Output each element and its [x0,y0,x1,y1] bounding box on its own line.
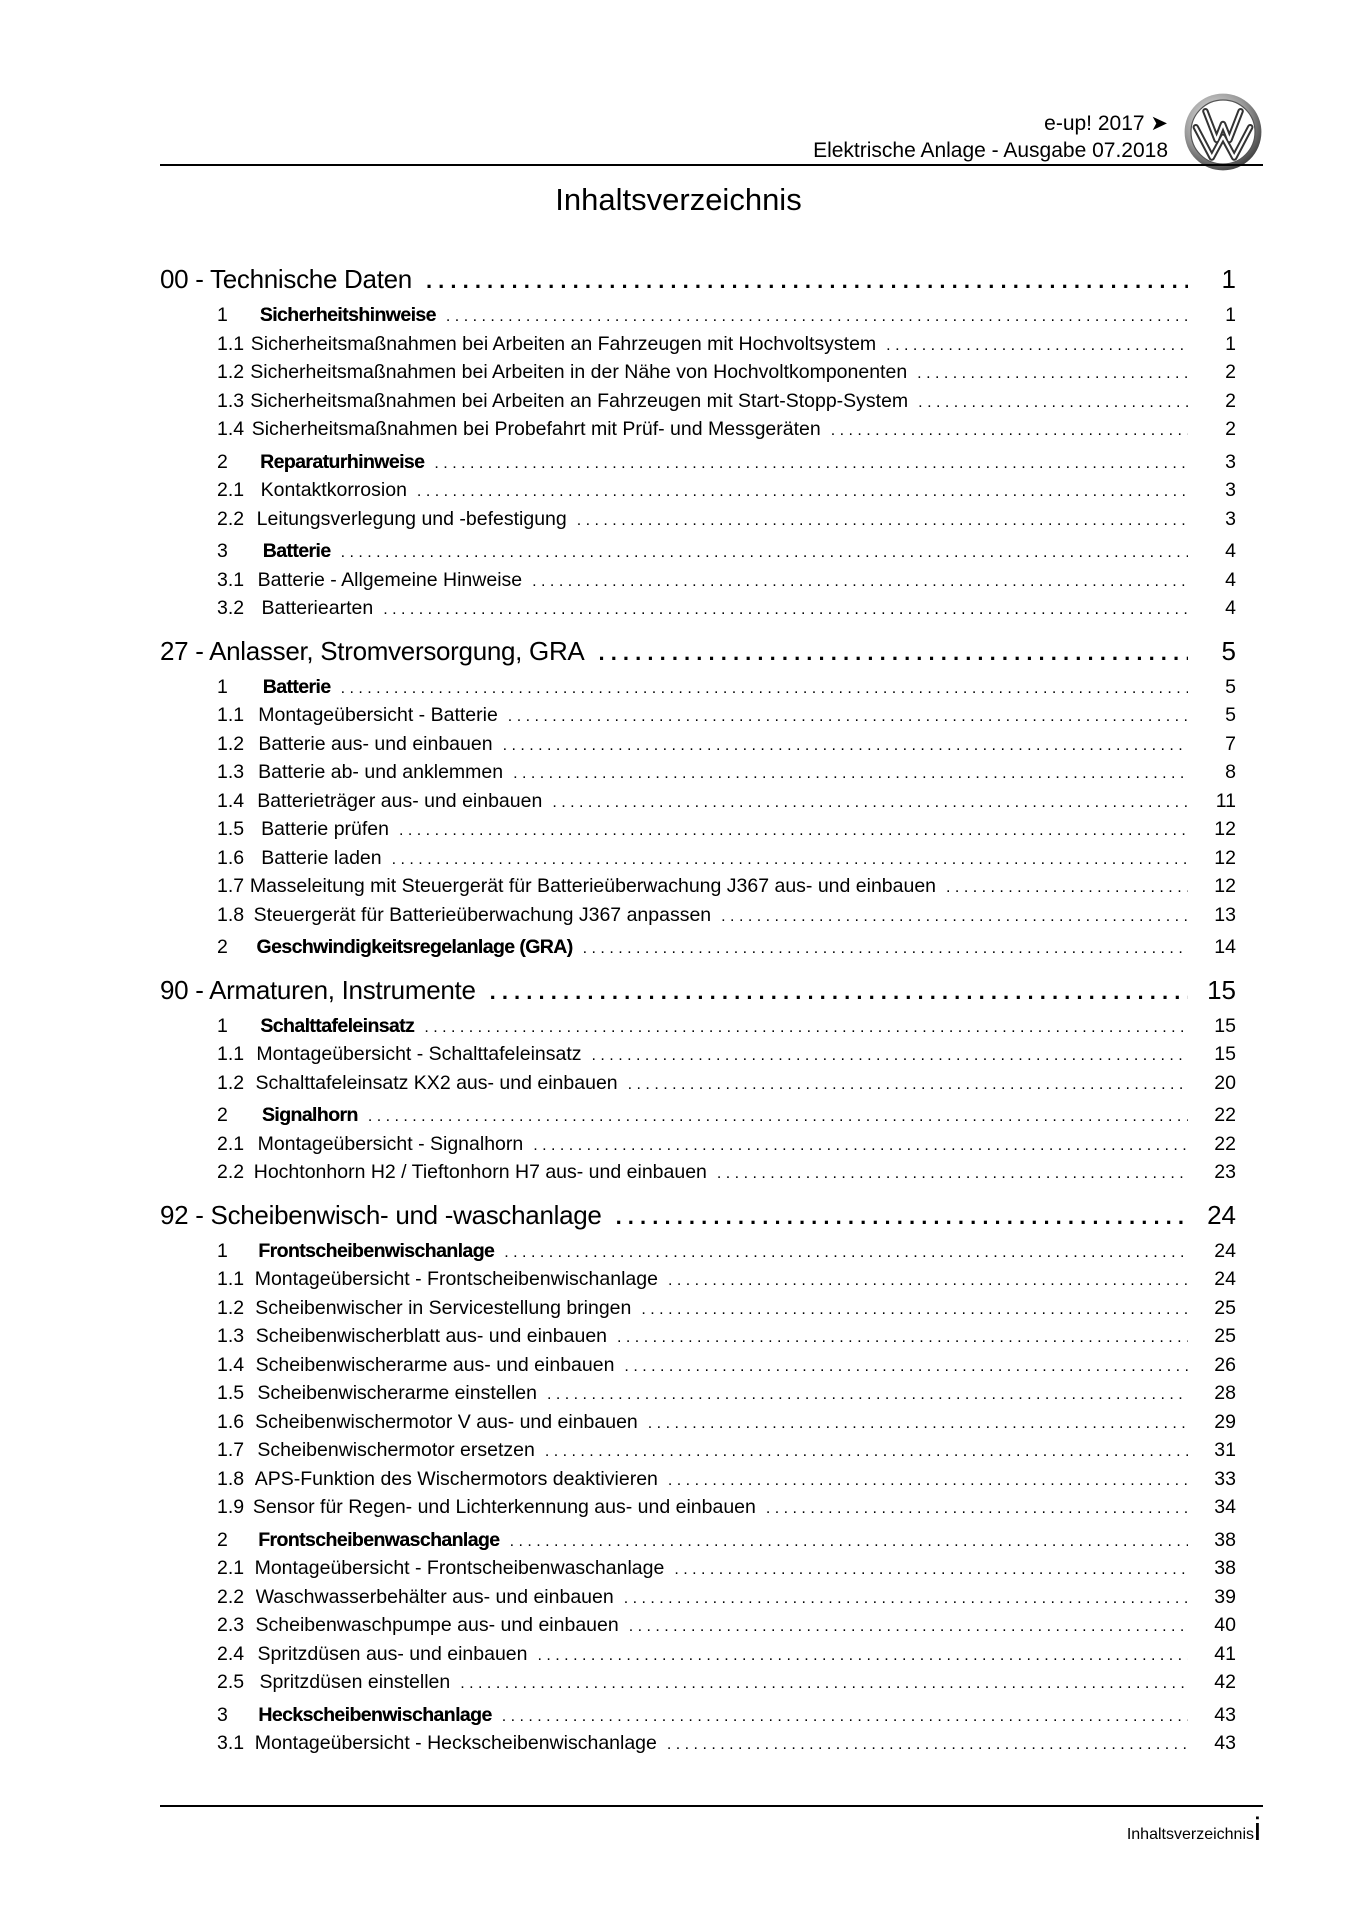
toc-entry-page: 23 [1214,1161,1236,1183]
toc-entry-page: 2 [1225,361,1236,383]
toc-entry-page: 22 [1214,1132,1236,1155]
toc-entry-number: 3 [217,540,228,562]
table-of-contents [160,264,1236,1761]
toc-entry-number: 1.2 [217,1071,245,1094]
leader-dots [658,1472,1188,1490]
leader-dots [664,1561,1188,1579]
toc-entry-number: 1.2 [217,1296,245,1319]
toc-chapter-page: 5 [1221,635,1236,666]
toc-entry-label: Sensor für Regen- und Lichterkennung aus- und einbauen [252,1496,756,1518]
toc-entry-label: Scheibenwischermotor ersetzen [257,1439,535,1461]
toc-entry[interactable] [160,790,1236,819]
vw-logo-icon [1183,92,1263,172]
toc-entry-page: 34 [1214,1496,1236,1518]
toc-entry-page: 3 [1225,450,1236,473]
toc-entry-page: 1 [1225,332,1236,355]
toc-entry[interactable] [160,1496,1236,1525]
toc-entry-page: 13 [1214,903,1236,926]
toc-entry-number: 2.1 [217,1132,245,1155]
leader-dots [907,365,1188,383]
toc-chapter-section [160,975,1236,1190]
leader-dots [821,422,1188,440]
toc-entry[interactable] [160,1354,1236,1383]
toc-entry-label: Scheibenwaschpumpe aus- und einbauen [255,1614,619,1636]
toc-entry-number: 2.3 [217,1614,245,1636]
toc-entry-page: 43 [1214,1703,1236,1726]
toc-entry-label: Spritzdüsen aus- und einbauen [257,1642,528,1665]
toc-entry-number: 1.1 [217,332,245,355]
leader-dots [494,1244,1188,1262]
toc-entry-page: 41 [1214,1642,1236,1665]
toc-entry-number: 2 [217,1528,228,1551]
toc-entry-number: 1.3 [217,761,245,783]
leader-dots [382,851,1188,869]
leader-dots [500,1533,1188,1551]
toc-entry[interactable] [160,1133,1236,1162]
toc-chapter-page: 15 [1207,974,1236,1005]
toc-entry-page: 39 [1214,1585,1236,1608]
toc-entry-label: Batterie [262,675,331,698]
toc-entry[interactable] [160,390,1236,419]
toc-entry-label: Spritzdüsen einstellen [259,1671,451,1693]
leader-dots [389,822,1188,840]
leader-dots [618,1076,1188,1094]
toc-entry-number: 1 [217,1014,228,1037]
leader-dots [908,394,1188,412]
toc-entry-page: 2 [1225,418,1236,440]
toc-entry-label: Batterieträger aus- und einbauen [257,789,543,812]
toc-entry-number: 2 [217,450,228,473]
toc-entry[interactable] [160,1161,1236,1190]
toc-entry-label: Steuergerät für Batterieüberwachung J367 anpassen [253,903,712,926]
leader-dots [424,455,1188,473]
toc-entry[interactable] [160,1072,1236,1101]
toc-entry-number: 1.7 [217,875,245,897]
toc-entry-label: Sicherheitsmaßnahmen bei Arbeiten an Fahrzeugen mit Hochvoltsystem [250,332,877,355]
leader-dots [476,979,1188,1005]
toc-entry-label: Scheibenwischerarme aus- und einbauen [255,1353,615,1376]
toc-entry-number: 3.1 [217,568,245,591]
leader-dots [658,1272,1188,1290]
leader-dots [492,1708,1188,1726]
toc-entry-number: 2.2 [217,507,245,530]
toc-entry[interactable] [160,1468,1236,1497]
leader-dots [414,1019,1188,1037]
toc-entry-label: Sicherheitsmaßnahmen bei Probefahrt mit Prüf- und Messgeräten [251,418,821,440]
leader-dots [528,1647,1189,1665]
toc-entry-page: 31 [1214,1439,1236,1461]
toc-entry-number: 1.4 [217,418,245,440]
toc-entry-page: 38 [1214,1557,1236,1579]
toc-entry-number: 1.1 [217,1043,245,1065]
toc-entry-number: 2 [217,936,228,958]
toc-entry-label: Montageübersicht - Batterie [258,704,498,726]
toc-entry-page: 15 [1214,1014,1236,1037]
toc-section-entry[interactable] [160,304,1236,333]
toc-entry-number: 1.4 [217,789,245,812]
toc-entry-label: Batterie ab- und anklemmen [258,761,504,783]
toc-entry[interactable] [160,1614,1236,1643]
toc-entry-page: 14 [1214,936,1236,958]
toc-entry-page: 12 [1214,875,1236,897]
toc-entry-label: Batterie [262,540,331,562]
leader-dots [331,544,1188,562]
leader-dots [711,908,1188,926]
toc-entry-label: Scheibenwischermotor V aus- und einbauen [255,1410,638,1433]
toc-entry-page: 4 [1225,597,1236,619]
leader-dots [358,1108,1188,1126]
toc-chapter[interactable] [160,1200,1236,1240]
toc-entry[interactable] [160,569,1236,598]
header-rule [160,164,1263,166]
toc-section-entry[interactable] [160,1704,1236,1733]
toc-entry-page: 8 [1225,761,1236,783]
toc-entry[interactable] [160,904,1236,933]
leader-dots [602,1204,1188,1230]
toc-entry-label: Batterie - Allgemeine Hinweise [257,568,523,591]
toc-entry-page: 12 [1214,818,1236,840]
toc-entry-number: 1.5 [217,1382,245,1404]
toc-entry-page: 7 [1225,732,1236,755]
toc-entry-number: 1.2 [217,732,245,755]
toc-entry[interactable] [160,761,1236,790]
toc-entry-page: 12 [1214,846,1236,869]
toc-section-entry[interactable] [160,1015,1236,1044]
header-text [813,110,1168,164]
toc-entry-number: 1 [217,1239,228,1262]
toc-entry[interactable] [160,1043,1236,1072]
toc-entry[interactable] [160,508,1236,537]
toc-entry[interactable] [160,1643,1236,1672]
toc-entry[interactable] [160,1382,1236,1411]
leader-dots [331,680,1188,698]
toc-entry[interactable] [160,1671,1236,1700]
leader-dots [876,337,1188,355]
toc-entry-number: 1 [217,675,228,698]
leader-dots [756,1500,1188,1518]
toc-entry-page: 42 [1214,1671,1236,1693]
toc-entry-label: Batterie aus- und einbauen [258,732,493,755]
toc-entry[interactable] [160,597,1236,626]
toc-entry-label: Montageübersicht - Frontscheibenwaschanlage [254,1557,665,1579]
leader-dots [537,1386,1188,1404]
leader-dots [522,573,1188,591]
toc-entry[interactable] [160,818,1236,847]
toc-chapter-section [160,1200,1236,1761]
toc-entry[interactable] [160,875,1236,904]
leader-dots [498,708,1188,726]
toc-entry-label: Montageübersicht - Heckscheibenwischanlage [254,1732,657,1754]
toc-entry[interactable] [160,1268,1236,1297]
page-header [160,100,1263,166]
toc-entry-page: 24 [1214,1268,1236,1290]
toc-entry-page: 5 [1225,675,1236,698]
toc-chapter-section [160,264,1236,626]
toc-entry-number: 2.2 [217,1161,245,1183]
toc-entry-number: 3.1 [217,1732,245,1754]
leader-dots [573,940,1188,958]
toc-entry[interactable] [160,1325,1236,1354]
toc-entry[interactable] [160,1557,1236,1586]
toc-entry-label: Batterie laden [261,846,382,869]
toc-entry-number: 2.4 [217,1642,245,1665]
header-subtitle: Elektrische Anlage - Ausgabe 07.2018 [813,139,1168,162]
toc-entry-number: 2.1 [217,1557,245,1579]
toc-entry[interactable] [160,1439,1236,1468]
toc-entry-label: Sicherheitsmaßnahmen bei Arbeiten an Fahrzeugen mit Start-Stopp-System [250,389,909,412]
toc-entry-page: 33 [1214,1467,1236,1490]
toc-entry-number: 3 [217,1703,228,1726]
toc-chapter-label: 00 - Technische Daten [160,264,412,294]
toc-entry[interactable] [160,1732,1236,1761]
toc-entry-label: Sicherheitshinweise [259,304,436,326]
toc-entry-number: 1.1 [217,1268,245,1290]
toc-entry-page: 1 [1225,304,1236,326]
toc-section-entry[interactable] [160,1240,1236,1269]
toc-entry-page: 3 [1225,479,1236,501]
leader-dots [503,765,1188,783]
footer-page-number: i [1253,1811,1261,1847]
toc-entry-page: 43 [1214,1732,1236,1754]
toc-entry-page: 25 [1214,1325,1236,1347]
toc-entry-number: 2.2 [217,1585,245,1608]
toc-entry-label: Waschwasserbehälter aus- und einbauen [255,1585,614,1608]
leader-dots [582,1047,1188,1065]
toc-section-entry[interactable] [160,1529,1236,1558]
leader-dots [619,1618,1188,1636]
toc-entry-page: 29 [1214,1410,1236,1433]
toc-chapter[interactable] [160,264,1236,304]
leader-dots [523,1137,1188,1155]
toc-entry-page: 25 [1214,1296,1236,1319]
leader-dots [607,1329,1188,1347]
toc-entry-label: Geschwindigkeitsregelanlage (GRA) [256,936,573,958]
toc-chapter-label: 92 - Scheibenwisch- und -waschanlage [160,1199,602,1230]
toc-entry-label: Batterie prüfen [261,818,389,840]
leader-dots [584,640,1188,666]
leader-dots [614,1590,1188,1608]
leader-dots [407,483,1188,501]
toc-entry-number: 2.1 [217,479,245,501]
leader-dots [373,601,1188,619]
toc-entry-label: Hochtonhorn H2 / Tieftonhorn H7 aus- und einbauen [253,1161,707,1183]
toc-entry-label: Kontaktkorrosion [260,479,407,501]
footer-label: Inhaltsverzeichnis [1126,1826,1254,1843]
leader-dots [936,879,1188,897]
toc-entry-label: Leitungsverlegung und -befestigung [256,507,567,530]
toc-entry-label: Sicherheitsmaßnahmen bei Arbeiten in der Nähe von Hochvoltkomponenten [250,361,908,383]
toc-entry-number: 3.2 [217,597,245,619]
toc-entry-label: Scheibenwischer in Servicestellung bringen [255,1296,632,1319]
toc-entry-number: 2 [217,1104,228,1126]
footer-rule [160,1805,1263,1807]
toc-entry[interactable] [160,479,1236,508]
toc-entry-page: 11 [1215,789,1236,812]
toc-entry-page: 24 [1214,1239,1236,1262]
toc-section-entry[interactable] [160,936,1236,965]
leader-dots [631,1301,1188,1319]
toc-entry-label: APS-Funktion des Wischermotors deaktivieren [254,1467,658,1490]
toc-entry-label: Scheibenwischerblatt aus- und einbauen [255,1325,608,1347]
toc-section-entry[interactable] [160,540,1236,569]
toc-entry-number: 2.5 [217,1671,245,1693]
toc-entry[interactable] [160,733,1236,762]
toc-chapter[interactable] [160,975,1236,1015]
toc-chapter-page: 24 [1207,1199,1236,1230]
leader-dots [493,737,1188,755]
leader-dots [450,1675,1188,1693]
toc-entry-number: 1.5 [217,818,245,840]
toc-chapter-label: 27 - Anlasser, Stromversorgung, GRA [160,635,585,666]
header-model: e-up! 2017 ➤ [1044,112,1168,135]
toc-entry-page: 4 [1225,568,1236,591]
toc-entry-number: 1.1 [217,704,245,726]
toc-entry-number: 1.6 [217,1410,245,1433]
toc-chapter[interactable] [160,636,1236,676]
toc-entry-page: 38 [1214,1528,1236,1551]
leader-dots [535,1443,1188,1461]
toc-entry-label: Heckscheibenwischanlage [258,1703,492,1726]
toc-entry[interactable] [160,361,1236,390]
leader-dots [412,268,1188,294]
toc-chapter-section [160,636,1236,965]
toc-entry-label: Schalttafeleinsatz [260,1014,415,1037]
toc-entry-label: Batteriearten [261,597,374,619]
toc-entry[interactable] [160,704,1236,733]
toc-entry-page: 4 [1225,540,1236,562]
toc-entry-page: 22 [1214,1104,1236,1126]
toc-entry-number: 1.9 [217,1496,245,1518]
toc-entry-page: 26 [1214,1353,1236,1376]
leader-dots [567,512,1188,530]
toc-entry-label: Montageübersicht - Schalttafeleinsatz [256,1043,582,1065]
toc-entry[interactable] [160,418,1236,447]
leader-dots [657,1736,1188,1754]
toc-entry-label: Scheibenwischerarme einstellen [257,1382,537,1404]
toc-entry-number: 1.4 [217,1353,245,1376]
toc-entry-label: Montageübersicht - Signalhorn [257,1132,524,1155]
toc-entry-label: Montageübersicht - Frontscheibenwischanlage [254,1268,658,1290]
toc-entry-page: 28 [1214,1382,1236,1404]
toc-entry-number: 1.8 [217,903,245,926]
toc-entry-page: 40 [1214,1614,1236,1636]
toc-entry-label: Masseleitung mit Steuergerät für Batterieüberwachung J367 aus- und einbauen [249,875,937,897]
page-title: Inhaltsverzeichnis [555,182,802,217]
toc-entry-label: Signalhorn [261,1104,358,1126]
toc-chapter-page: 1 [1221,264,1236,294]
toc-entry-page: 3 [1225,507,1236,530]
toc-section-entry[interactable] [160,1104,1236,1133]
toc-entry-page: 15 [1214,1043,1236,1065]
toc-entry-number: 1.8 [217,1467,245,1490]
toc-entry-number: 1.2 [217,361,245,383]
toc-entry[interactable] [160,847,1236,876]
toc-entry-label: Frontscheibenwaschanlage [258,1528,500,1551]
toc-section-entry[interactable] [160,676,1236,705]
toc-entry-label: Schalttafeleinsatz KX2 aus- und einbauen [255,1071,618,1094]
leader-dots [542,794,1188,812]
leader-dots [707,1165,1188,1183]
toc-entry[interactable] [160,333,1236,362]
leader-dots [436,308,1188,326]
toc-entry-label: Reparaturhinweise [260,450,425,473]
toc-entry-number: 1.3 [217,1325,245,1347]
leader-dots [614,1358,1188,1376]
toc-entry[interactable] [160,1586,1236,1615]
toc-entry-page: 2 [1225,389,1236,412]
toc-chapter-label: 90 - Armaturen, Instrumente [160,974,476,1005]
toc-entry-page: 5 [1225,704,1236,726]
toc-entry-number: 1.3 [217,389,245,412]
toc-entry-page: 20 [1214,1071,1236,1094]
leader-dots [638,1415,1188,1433]
toc-entry-number: 1.7 [217,1439,245,1461]
toc-entry[interactable] [160,1411,1236,1440]
toc-entry-label: Frontscheibenwischanlage [258,1239,495,1262]
toc-section-entry[interactable] [160,451,1236,480]
toc-entry-number: 1 [217,304,228,326]
toc-entry-number: 1.6 [217,846,245,869]
toc-entry[interactable] [160,1297,1236,1326]
